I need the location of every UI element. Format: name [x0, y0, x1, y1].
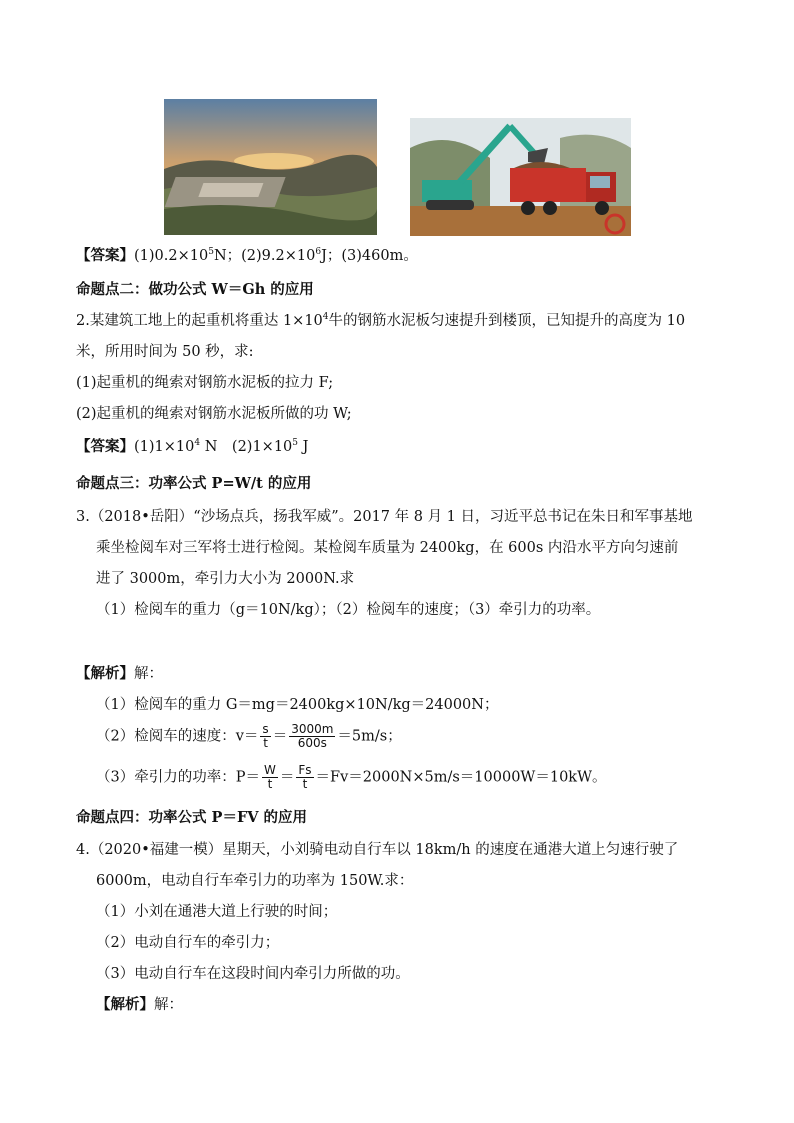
q4-line2: 6000m，电动自行车牵引力的功率为 150W.求： — [96, 873, 414, 889]
q4-line1: 4.（2020•福建一模）星期天，小刘骑电动自行车以 18km/h 的速度在通港大道上匀速行驶了 — [76, 842, 679, 858]
q4-sub3: （3）电动自行车在这段时间内牵引力所做的功。 — [96, 966, 410, 982]
fraction-fs-over-t: $\frac{Fs}{t}$ — [298, 763, 312, 791]
analysis-tag: 【解析】 — [96, 996, 154, 1013]
q2-answer-line: 【答案】$(1)1\times 10^4$ N $(2)1\times 10^5$ J — [76, 438, 309, 455]
q1-answer-line: 【答案】$(1)0.2\times 10^5N$；$(2)9.2\times 10^6J$；(3)460m。 — [76, 247, 418, 264]
section-title-2: 命题点二：做功公式 W＝Gh 的应用 — [76, 281, 314, 298]
q4-analysis-line: 【解析】解： — [96, 996, 183, 1013]
q3-line4: （1）检阅车的重力（g＝10N/kg）；（2）检阅车的速度；（3）牵引力的功率。 — [96, 602, 601, 618]
fraction-distance-over-time: $\frac{3000m}{600s}$ — [291, 722, 334, 750]
q4-sub1: （1）小刘在通港大道上行驶的时间； — [96, 904, 338, 920]
section-title-3: 命题点三：功率公式 P=W/t 的应用 — [76, 475, 312, 492]
analysis-tag: 【解析】 — [76, 665, 134, 682]
answer-tag: 【答案】 — [76, 247, 134, 264]
q2-line1: 2.某建筑工地上的起重机将重达 $1\times 10^4$牛的钢筋水泥板匀速提升到楼顶，已知提升的高度为 10 — [76, 312, 686, 329]
q3-line1: 3.（2018•岳阳）“沙场点兵，扬我军威”。2017 年 8 月 1 日，习近平总书记在朱日和军事基地 — [76, 509, 693, 525]
answer-tag: 【答案】 — [76, 438, 134, 455]
q3-solution-1: （1）检阅车的重力 G＝mg＝2400kg×10N/kg＝24000N； — [96, 697, 499, 713]
fraction-w-over-t: $\frac{W}{t}$ — [263, 763, 276, 791]
sunset-illustration — [164, 99, 377, 235]
q3-solution-2: （2）检阅车的速度：v＝ $\frac{s}{t}$ ＝ $\frac{3000m}{600s}$ ＝5m/s； — [96, 722, 402, 750]
q2-sub2: (2)起重机的绳索对钢筋水泥板所做的功 W; — [76, 406, 352, 422]
q3-line3: 进了 3000m，牵引力大小为 2000N.求 — [96, 571, 355, 587]
section-title-4: 命题点四：功率公式 P＝FV 的应用 — [76, 809, 308, 826]
fraction-s-over-t: $\frac{s}{t}$ — [262, 722, 269, 750]
q4-sub2: （2）电动自行车的牵引力； — [96, 935, 280, 951]
excavator-illustration — [410, 118, 631, 236]
q3-line2: 乘坐检阅车对三军将士进行检阅。某检阅车质量为 2400kg，在 600s 内沿水平方向匀速前 — [96, 540, 679, 556]
q3-analysis-line: 【解析】解： — [76, 665, 163, 682]
q2-line2: 米，所用时间为 50 秒，求: — [76, 344, 254, 360]
photo-base-sunset — [164, 99, 377, 235]
q2-sub1: (1)起重机的绳索对钢筋水泥板的拉力 F; — [76, 375, 334, 391]
photo-excavator-truck — [410, 118, 631, 236]
q3-solution-3: （3）牵引力的功率：P＝ $\frac{W}{t}$ ＝ $\frac{Fs}{t}$ ＝Fv＝2000N×5m/s＝10000W＝10kW。 — [96, 763, 607, 791]
